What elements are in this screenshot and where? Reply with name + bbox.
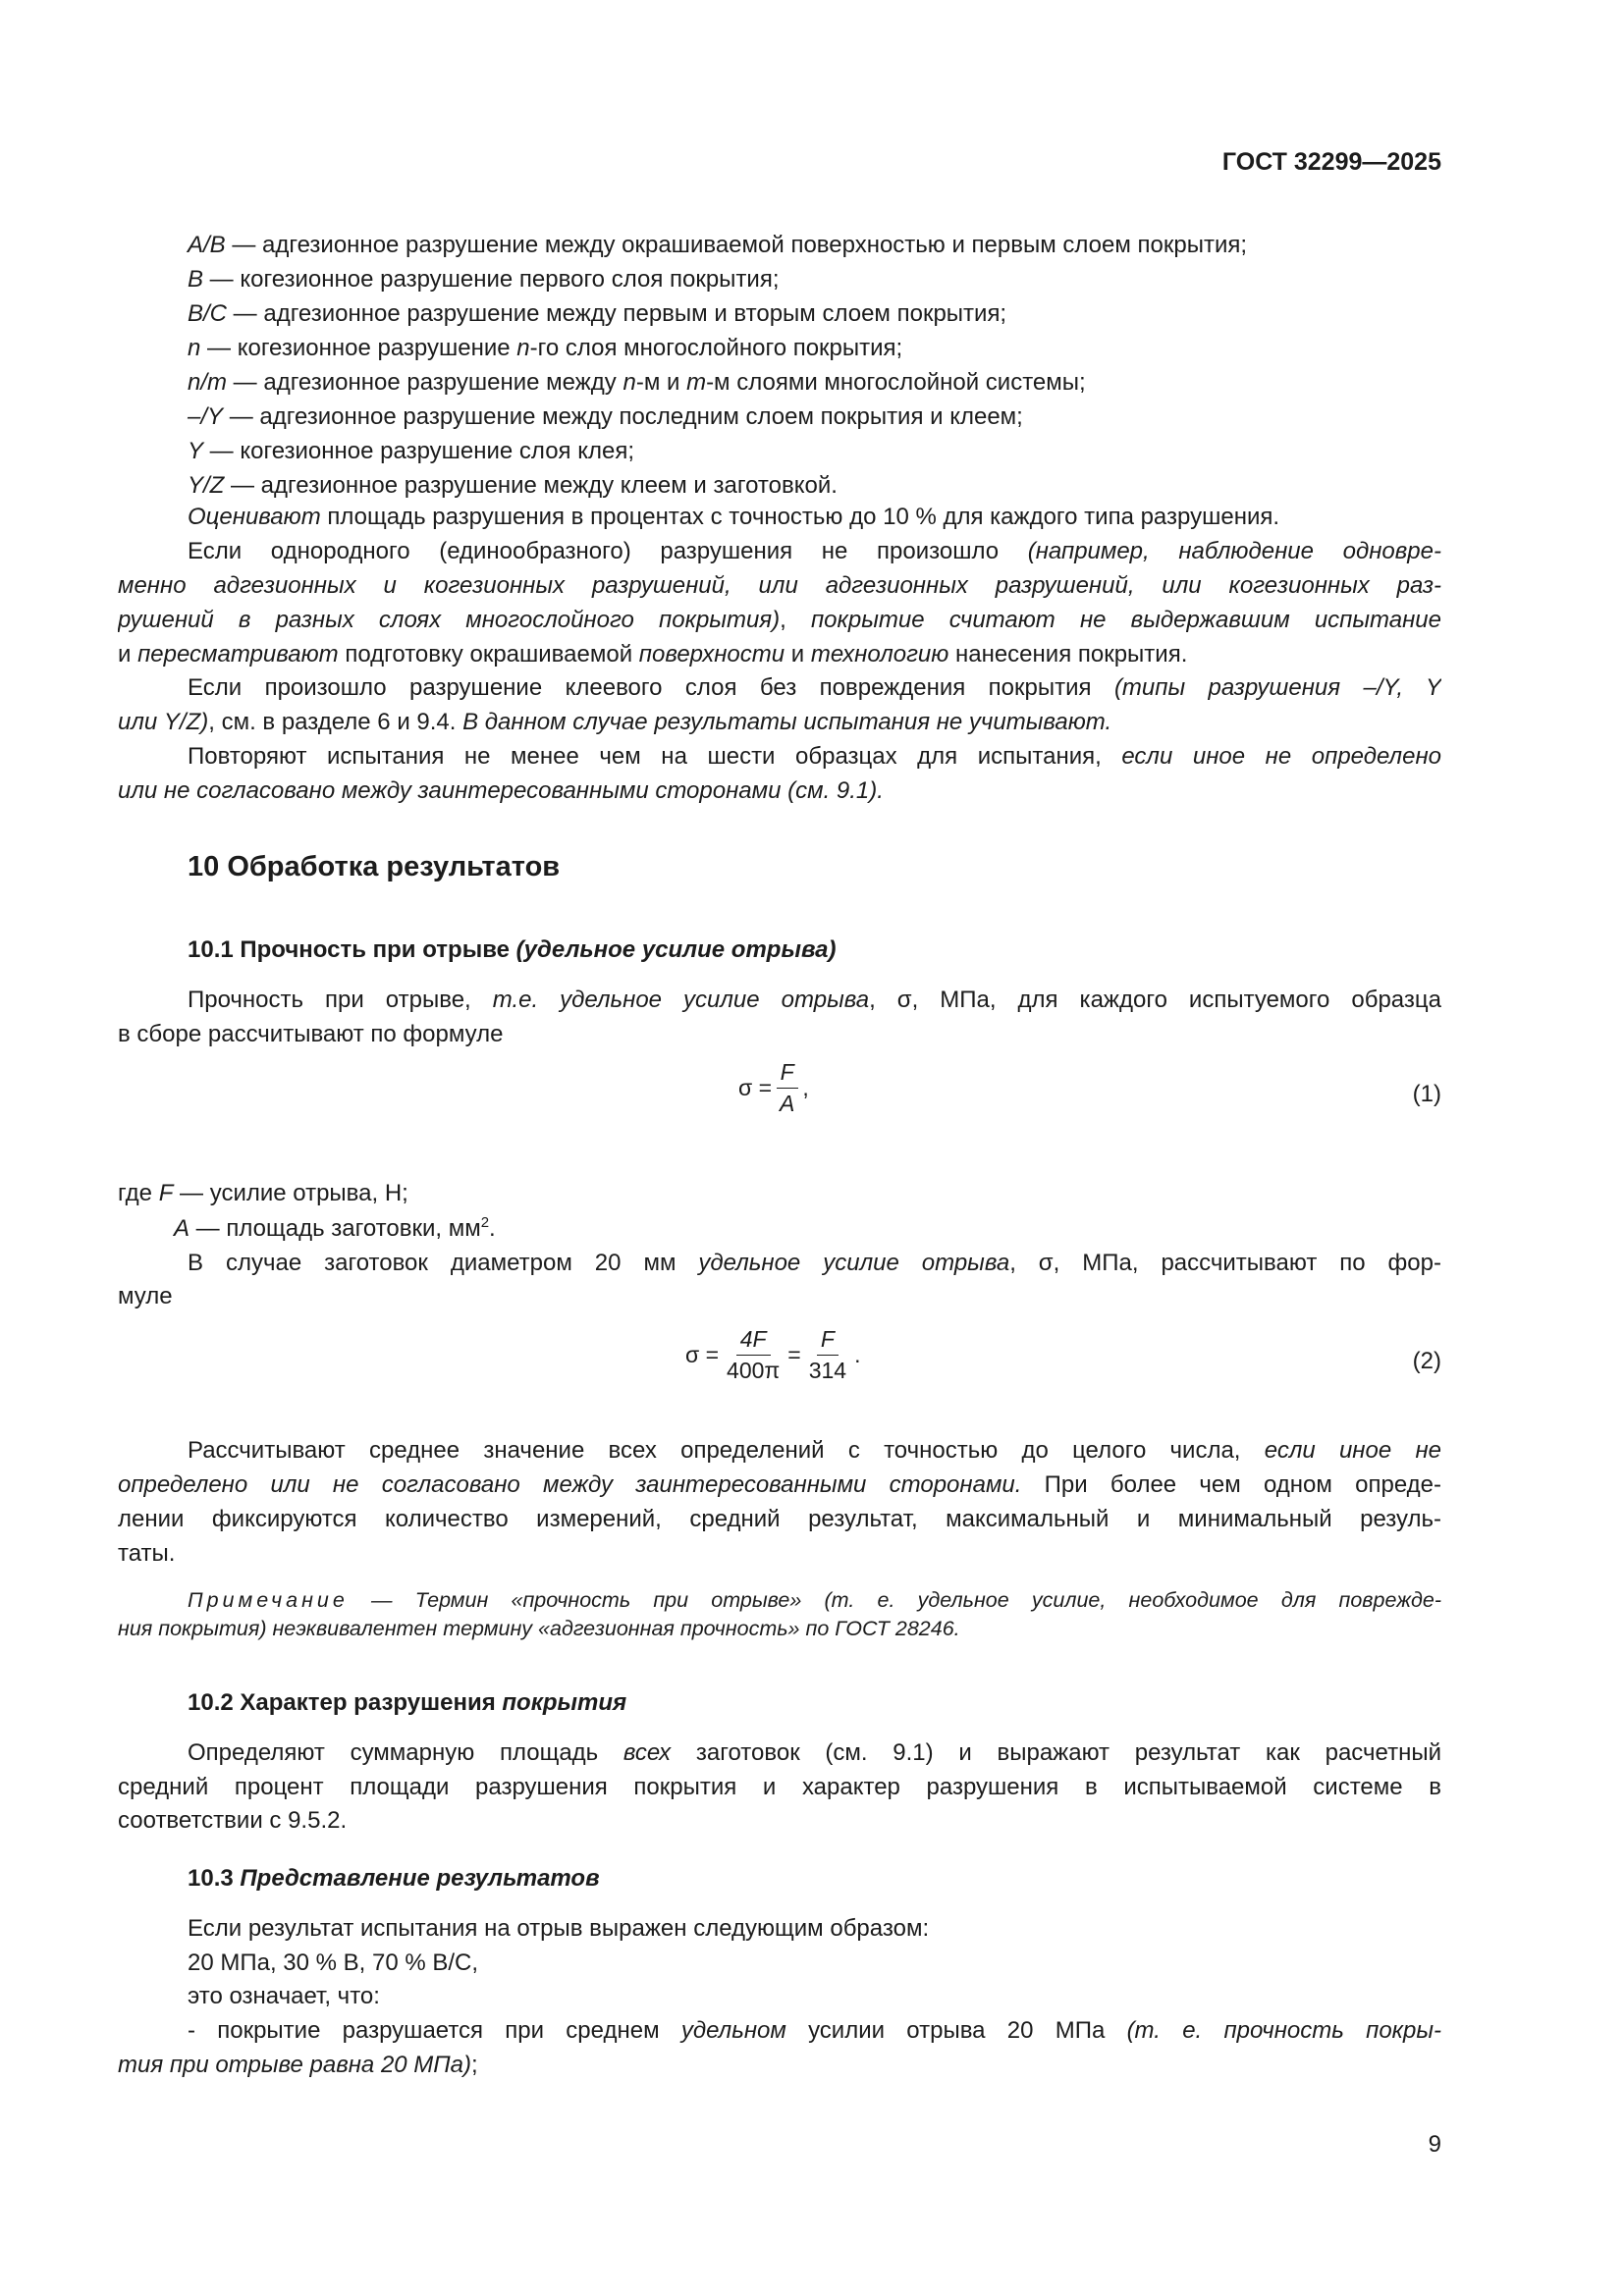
text-line (188, 1979, 1441, 2013)
text-segment: (например, наблюдение одновре- (1027, 537, 1441, 564)
text-line (188, 331, 1441, 365)
page-number: 9 (1428, 2131, 1441, 2158)
formula-1 (0, 1059, 1441, 1138)
text-segment: Рассчитывают среднее значение всех определений с точностью до целого числа, (188, 1436, 1265, 1464)
text-segment: — когезионное разрушение слоя клея; (203, 437, 634, 464)
text-segment: удельном (680, 2016, 786, 2044)
text-segment: 10.1 Прочность при отрыве (188, 935, 516, 963)
text-line (118, 1176, 1441, 1210)
text-segment: Если произошло разрушение клеевого слоя без повреждения покрытия (188, 673, 1114, 701)
text-segment: , σ, МПа, для каждого испытуемого образца (869, 986, 1441, 1013)
text-segment: В случае заготовок диаметром 20 мм (188, 1249, 699, 1276)
text-segment: m (686, 368, 707, 396)
formula-number: (2) (1412, 1348, 1441, 1374)
text-segment: или не согласовано между заинтересованными сторонами (см. 9.1). (118, 776, 884, 804)
section-heading (188, 933, 1441, 967)
text-segment: A (174, 1214, 190, 1242)
fraction (723, 1326, 784, 1384)
text-segment: B/C (188, 299, 228, 327)
text-segment: B (188, 265, 204, 293)
text-segment: таты. (118, 1539, 176, 1567)
text-segment: средний процент площади разрушения покрытия и характер разрушения в испытываемой системе в (118, 1773, 1441, 1800)
text-segment: — Термин «прочность при отрыве» (т. е. удельное усилие, необходимое для поврежде- (348, 1587, 1441, 1612)
text-segment: площадь разрушения в процентах с точностью до 10 % для каждого типа разрушения. (320, 503, 1280, 530)
text-line (188, 468, 1441, 503)
section-heading (188, 850, 1441, 884)
formula-2 (0, 1326, 1441, 1405)
text-segment: , σ, МПа, рассчитывают по фор- (1009, 1249, 1441, 1276)
formula-punct: , (802, 1075, 809, 1100)
denominator: 400π (727, 1358, 781, 1383)
formula-number: (1) (1412, 1081, 1441, 1107)
text-line (188, 1246, 1441, 1280)
formula-lhs: σ = (685, 1342, 720, 1367)
denominator: 314 (808, 1358, 847, 1383)
text-line (118, 1279, 1441, 1313)
text-segment: F (158, 1179, 174, 1206)
text-line (188, 983, 1441, 1017)
text-segment: (типы разрушения –/Y, Y (1113, 673, 1441, 701)
text-segment: менно адгезионных и когезионных разрушений, или адгезионных разрушений, или когезионных раз- (118, 571, 1441, 599)
document-code: ГОСТ 32299—2025 (1221, 148, 1441, 176)
text-segment: n (188, 334, 201, 361)
text-segment: , см. в разделе 6 и 9.4. (208, 708, 463, 735)
text-segment: –/Y (188, 402, 224, 430)
text-line (118, 1536, 1441, 1571)
text-line (188, 2013, 1441, 2048)
numerator: F (817, 1326, 839, 1356)
text-segment: Определяют суммарную площадь (188, 1738, 623, 1766)
text-line (188, 400, 1441, 434)
text-segment: и (118, 640, 138, 667)
text-line (188, 1911, 1441, 1946)
text-segment: -го слоя многослойного покрытия; (529, 334, 903, 361)
text-line (188, 500, 1441, 534)
text-line (118, 603, 1441, 637)
text-segment: — площадь заготовки, мм (189, 1214, 481, 1242)
text-segment: , (780, 606, 811, 633)
text-segment: Если результат испытания на отрыв выражен следующим образом: (188, 1914, 930, 1942)
text-segment: — усилие отрыва, Н; (173, 1179, 408, 1206)
text-segment: 10.3 (188, 1864, 241, 1892)
text-segment: определено или не согласовано между заинтересованными сторонами. (118, 1470, 1022, 1498)
text-segment: — адгезионное разрушение между первым и вторым слоем покрытия; (227, 299, 1007, 327)
text-line (118, 1502, 1441, 1536)
text-segment: Представление результатов (240, 1864, 600, 1892)
section-heading (188, 1861, 1441, 1896)
text-segment: Y/Z (188, 471, 225, 499)
text-segment: 10.2 Характер разрушения (188, 1688, 503, 1716)
text-line (118, 568, 1441, 603)
text-segment: если иное не (1264, 1436, 1441, 1464)
text-segment: усилии отрыва 20 МПа (785, 2016, 1127, 2044)
text-line (174, 1211, 1441, 1246)
text-segment: — адгезионное разрушение между последним слоем покрытия и клеем; (223, 402, 1023, 430)
text-segment: заготовок (см. 9.1) и выражают результат как расчетный (671, 1738, 1441, 1766)
text-line (188, 1946, 1441, 1980)
text-segment: если иное не определено (1121, 742, 1441, 770)
text-segment: подготовку окрашиваемой (338, 640, 639, 667)
text-segment: — адгезионное разрушение между окрашиваемой поверхностью и первым слоем покрытия; (225, 231, 1248, 258)
text-line (118, 637, 1441, 671)
text-segment: где (118, 1179, 159, 1206)
text-segment: - покрытие разрушается при среднем (188, 2016, 681, 2044)
text-segment: Оценивают (188, 503, 321, 530)
text-segment: 20 МПа, 30 % B, 70 % B/C, (188, 1949, 479, 1976)
equals-sign: = (787, 1342, 801, 1367)
text-segment: ; (471, 2051, 478, 2078)
text-segment: это означает, что: (188, 1982, 380, 2009)
text-line (188, 262, 1441, 296)
text-segment: покрытие считают не выдержавшим испытание (810, 606, 1441, 633)
text-segment: муле (118, 1282, 173, 1309)
text-segment: покрытия (502, 1688, 627, 1716)
text-line (188, 228, 1441, 262)
text-segment: Y (188, 437, 204, 464)
text-line (118, 1803, 1441, 1838)
text-segment: поверхности (638, 640, 785, 667)
text-segment: n/m (188, 368, 228, 396)
text-segment: -м и (635, 368, 687, 396)
text-segment: лении фиксируются количество измерений, средний результат, максимальный и минимальный резуль- (118, 1505, 1441, 1532)
note-label: Примечание (188, 1587, 349, 1612)
text-segment: (удельное усилие отрыва) (515, 935, 837, 963)
text-line (118, 1770, 1441, 1804)
text-segment: соответствии с 9.5.2. (118, 1806, 348, 1834)
text-segment: В данном случае результаты испытания не учитывают. (462, 708, 1112, 735)
denominator: A (780, 1091, 795, 1116)
text-segment: всех (623, 1738, 672, 1766)
text-segment: т.е. удельное усилие отрыва (492, 986, 870, 1013)
text-segment: n (623, 368, 636, 396)
text-line (188, 1735, 1441, 1770)
formula-lhs: σ = (738, 1075, 773, 1100)
text-segment: или Y/Z) (118, 708, 209, 735)
text-line (188, 670, 1441, 705)
text-segment: пересматривают (137, 640, 339, 667)
text-segment: — адгезионное разрушение между (227, 368, 623, 396)
text-segment: — когезионное разрушение первого слоя покрытия; (203, 265, 780, 293)
text-segment: -м слоями многослойной системы; (706, 368, 1086, 396)
text-segment: 10 Обработка результатов (188, 850, 561, 882)
text-segment: рушений в разных слоях многослойного покрытия) (118, 606, 781, 633)
text-segment: нанесения покрытия. (948, 640, 1188, 667)
text-line (118, 1468, 1441, 1502)
formula-punct: . (854, 1342, 861, 1367)
text-segment: — адгезионное разрушение между клеем и заготовкой. (224, 471, 838, 499)
text-line (118, 1017, 1441, 1051)
text-segment: Если однородного (единообразного) разрушения не произошло (188, 537, 1028, 564)
numerator: F (777, 1059, 798, 1089)
text-segment: тия при отрыве равна 20 МПа) (118, 2051, 472, 2078)
text-line (188, 1433, 1441, 1468)
text-segment: . (489, 1214, 496, 1242)
text-segment: Прочность при отрыве, (188, 986, 493, 1013)
note-line (118, 1612, 1441, 1646)
text-segment: A/B (188, 231, 226, 258)
text-segment: Повторяют испытания не менее чем на шести образцах для испытания, (188, 742, 1122, 770)
text-line (188, 296, 1441, 331)
text-line (188, 365, 1441, 400)
text-line (118, 774, 1441, 808)
numerator: 4F (736, 1326, 771, 1356)
text-line (118, 2048, 1441, 2082)
text-segment: n (516, 334, 530, 361)
section-heading (188, 1685, 1441, 1720)
fraction (805, 1326, 850, 1384)
text-segment: При более чем одном опреде- (1021, 1470, 1441, 1498)
text-segment: (т. е. прочность покры- (1126, 2016, 1441, 2044)
text-line (188, 739, 1441, 774)
text-segment: ния покрытия) неэквивалентен термину «адгезионная прочность» по ГОСТ 28246. (118, 1616, 960, 1640)
superscript: 2 (480, 1213, 490, 1231)
text-segment: — когезионное разрушение (200, 334, 517, 361)
text-segment: удельное усилие отрыва (698, 1249, 1010, 1276)
text-segment: в сборе рассчитывают по формуле (118, 1020, 504, 1047)
text-line (188, 534, 1441, 568)
text-line (188, 434, 1441, 468)
fraction (776, 1059, 798, 1117)
text-segment: технологию (810, 640, 949, 667)
text-segment: и (785, 640, 811, 667)
text-line (118, 705, 1441, 739)
